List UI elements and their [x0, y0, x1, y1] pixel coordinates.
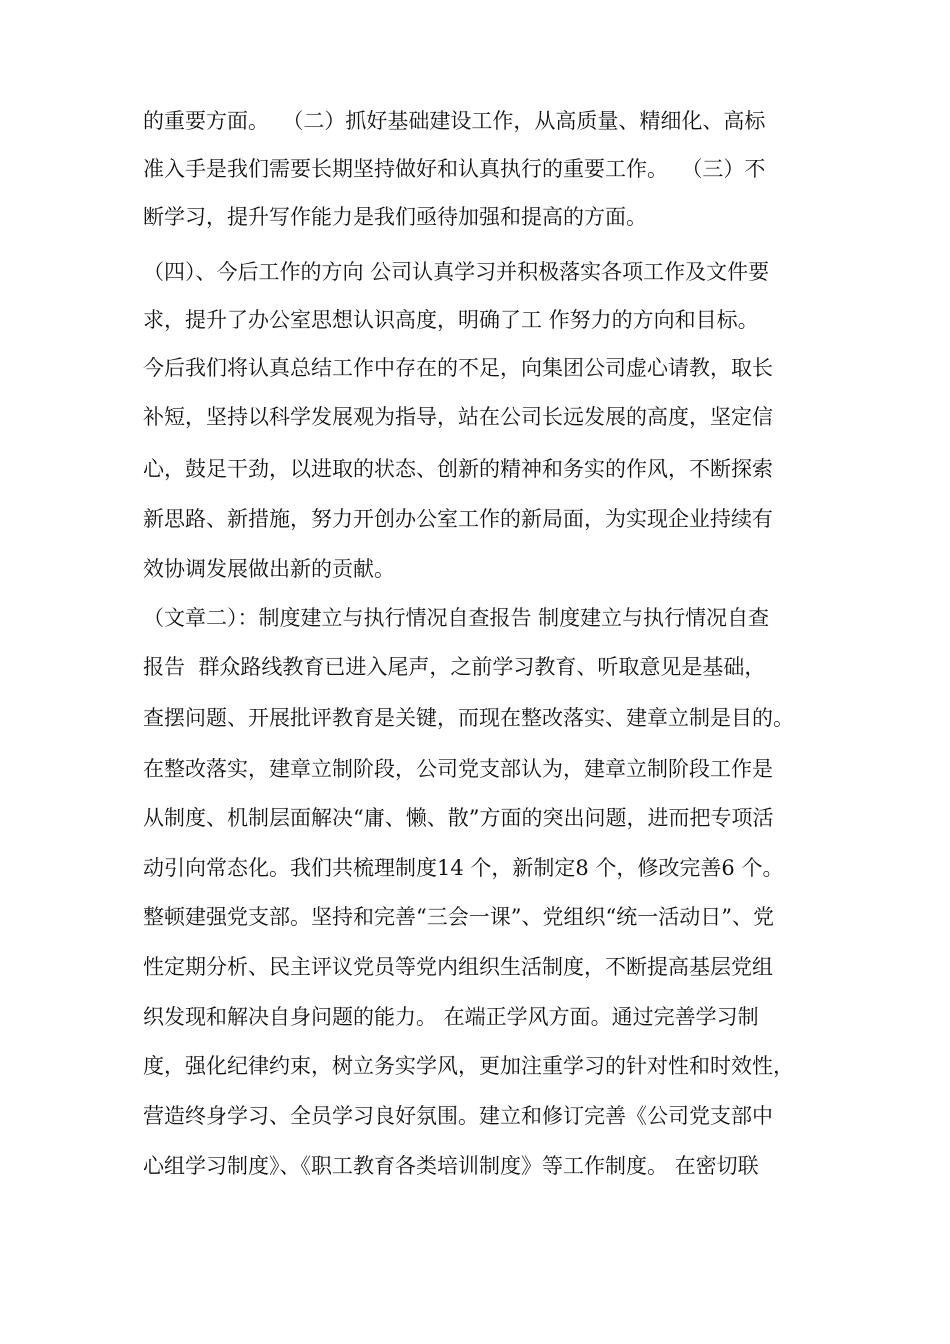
text-line: 心，鼓足干劲，以进取的状态、创新的精神和务实的作风，不断探索	[143, 457, 773, 481]
text-line: 心组学习制度》、《职工教育各类培训制度》等工作制度。 在密切联	[143, 1154, 759, 1178]
text-line: 营造终身学习、全员学习良好氛围。建立和修订完善《公司党支部中	[143, 1104, 773, 1128]
text-line: 断学习，提升写作能力是我们亟待加强和提高的方面。	[143, 205, 647, 229]
text-line: 性定期分析、民主评议党员等党内组织生活制度，不断提高基层党组	[143, 955, 773, 979]
text-line: 查摆问题、开展批评教育是关键，而现在整改落实、建章立制是目的。	[143, 706, 794, 730]
text-line: 效协调发展做出新的贡献。	[143, 557, 395, 581]
text-line: 度，强化纪律约束，树立务实学风，更加注重学习的针对性和时效性，	[143, 1054, 794, 1078]
text-line: 新思路、新措施，努力开创办公室工作的新局面，为实现企业持续有	[143, 507, 773, 531]
text-line: 准入手是我们需要长期坚持做好和认真执行的重要工作。 （三）不	[143, 157, 766, 181]
text-line: 整顿建强党支部。坚持和完善“三会一课”、党组织“统一活动日”、党	[143, 905, 774, 929]
text-line: 织发现和解决自身问题的能力。 在端正学风方面。通过完善学习制	[143, 1005, 759, 1029]
text-line: 从制度、机制层面解决“庸、懒、散”方面的突出问题，进而把专项活	[143, 806, 774, 830]
text-line: 的重要方面。 （二）抓好基础建设工作，从高质量、精细化、高标	[143, 109, 766, 133]
text-line: （四）、今后工作的方向 公司认真学习并积极落实各项工作及文件要	[143, 260, 770, 284]
text-line: （文章二）：制度建立与执行情况自查报告 制度建立与执行情况自查	[143, 606, 770, 630]
text-line: 在整改落实，建章立制阶段，公司党支部认为，建章立制阶段工作是	[143, 757, 773, 781]
text-line: 补短，坚持以科学发展观为指导，站在公司长远发展的高度，坚定信	[143, 405, 773, 429]
text-line: 求，提升了办公室思想认识高度，明确了工 作努力的方向和目标。	[143, 308, 759, 332]
text-line: 动引向常态化。我们共梳理制度14 个，新制定8 个，修改完善6 个。	[143, 856, 784, 880]
text-line: 报告 群众路线教育已进入尾声，之前学习教育、听取意见是基础，	[143, 655, 766, 679]
text-line: 今后我们将认真总结工作中存在的不足，向集团公司虚心请教，取长	[143, 356, 773, 380]
